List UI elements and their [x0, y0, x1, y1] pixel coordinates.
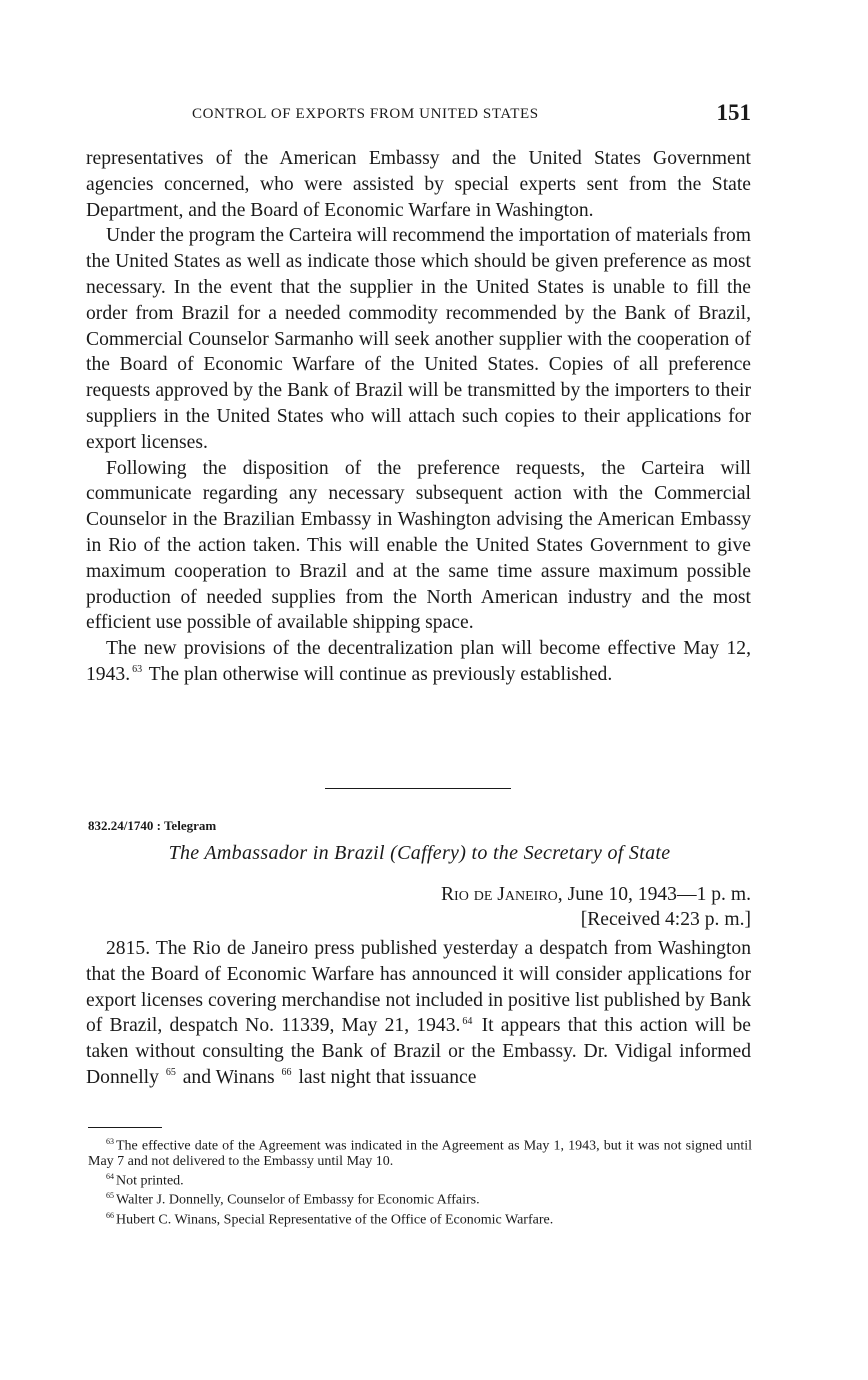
footnote-number: 64 — [106, 1171, 114, 1181]
footnote-reference[interactable]: 65 — [165, 1067, 176, 1079]
paragraph-text: 2815. The Rio de Janeiro press published yesterday a despatch from Washington that the Board of Economic Warfare has announced it will consider applications for export licenses covering merchandise not included in positive list published by Bank of Brazil, despatch No. 11339, May 21, 1943. — [86, 938, 751, 1037]
footnote — [88, 1134, 752, 1169]
page-number: 151 — [716, 100, 751, 125]
footnote — [88, 1208, 752, 1228]
footnote — [88, 1169, 752, 1189]
footnote-reference[interactable]: 63 — [132, 664, 143, 676]
footnote-rule — [88, 1127, 162, 1128]
footnote-number: 66 — [106, 1210, 114, 1220]
body-text-bottom — [86, 936, 751, 1091]
paragraph — [86, 636, 751, 688]
dateline-time: , June 10, 1943—1 p. m. — [557, 884, 751, 905]
document-title: The Ambassador in Brazil (Caffery) to the Secretary of State — [168, 842, 671, 864]
paragraph-text: and Winans — [182, 1066, 275, 1088]
file-number: 832.24/1740 : Telegram — [88, 818, 217, 833]
running-title: CONTROL OF EXPORTS FROM UNITED STATES — [192, 106, 539, 122]
received-line: [Received 4:23 p. m.] — [580, 909, 751, 930]
footnote — [88, 1188, 752, 1208]
paragraph-text: It appears that this action will be taken without consulting the Bank of Brazil or the Embassy. Dr. Vidigal informed Donnelly — [86, 1015, 751, 1088]
paragraph: Under the program the Carteira will recommend the importation of materials from the United States as well as indicate those which should be given preference as most necessary. In the event that the supplier in the United States is unable to fill the order from Brazil for a needed commodity recommended by the Bank of Brazil, Commercial Counselor Sarmanho will seek another supplier with the cooperation of the Board of Economic Warfare of the United States. Copies of all preference requests approved by the Bank of Brazil will be transmitted by the importers to their suppliers in the United States who will attach such copies to their applications for export licenses. — [86, 225, 751, 453]
paragraph-text: The new provisions of the decentralization plan will become effective May 12, 1943. — [86, 638, 751, 685]
dateline-place: Rio de Janeiro — [440, 884, 558, 905]
footnote-text: Not printed. — [116, 1173, 184, 1189]
paragraph-text: last night that issuance — [298, 1066, 477, 1088]
running-head — [88, 100, 751, 132]
footnotes — [88, 1134, 752, 1228]
footnote-text: The effective date of the Agreement was indicated in the Agreement as May 1, 1943, but it was not signed until May 7 and not delivered to the Embassy until May 10. — [88, 1138, 752, 1169]
footnote-number: 65 — [106, 1191, 114, 1201]
footnote-text: Walter J. Donnelly, Counselor of Embassy for Economic Affairs. — [116, 1192, 480, 1208]
footnote-reference[interactable]: 66 — [281, 1067, 292, 1079]
footnote-text: Hubert C. Winans, Special Representative of the Office of Economic Warfare. — [116, 1212, 554, 1228]
footnote-reference[interactable]: 64 — [462, 1015, 473, 1027]
body-text-top — [86, 146, 751, 688]
paragraph: Following the disposition of the preference requests, the Carteira will communicate regarding any necessary subsequent action with the Commercial Counselor in the Brazilian Embassy in Washington advising the American Embassy in Rio of the action taken. This will enable the United States Government to give maximum cooperation to Brazil and at the same time assure maximum possible production of needed supplies from the North American industry and the most efficient use possible of available shipping space. — [86, 457, 751, 634]
dateline — [441, 884, 751, 906]
paragraph-text: The plan otherwise will continue as previously established. — [144, 663, 613, 685]
paragraph: representatives of the American Embassy and the United States Government agencies concerned, who were assisted by special experts sent from the State Department, and the Board of Economic Warfare in Washington. — [86, 148, 751, 221]
section-divider — [325, 788, 511, 789]
paragraph — [86, 936, 751, 1091]
footnote-number: 63 — [106, 1137, 114, 1146]
